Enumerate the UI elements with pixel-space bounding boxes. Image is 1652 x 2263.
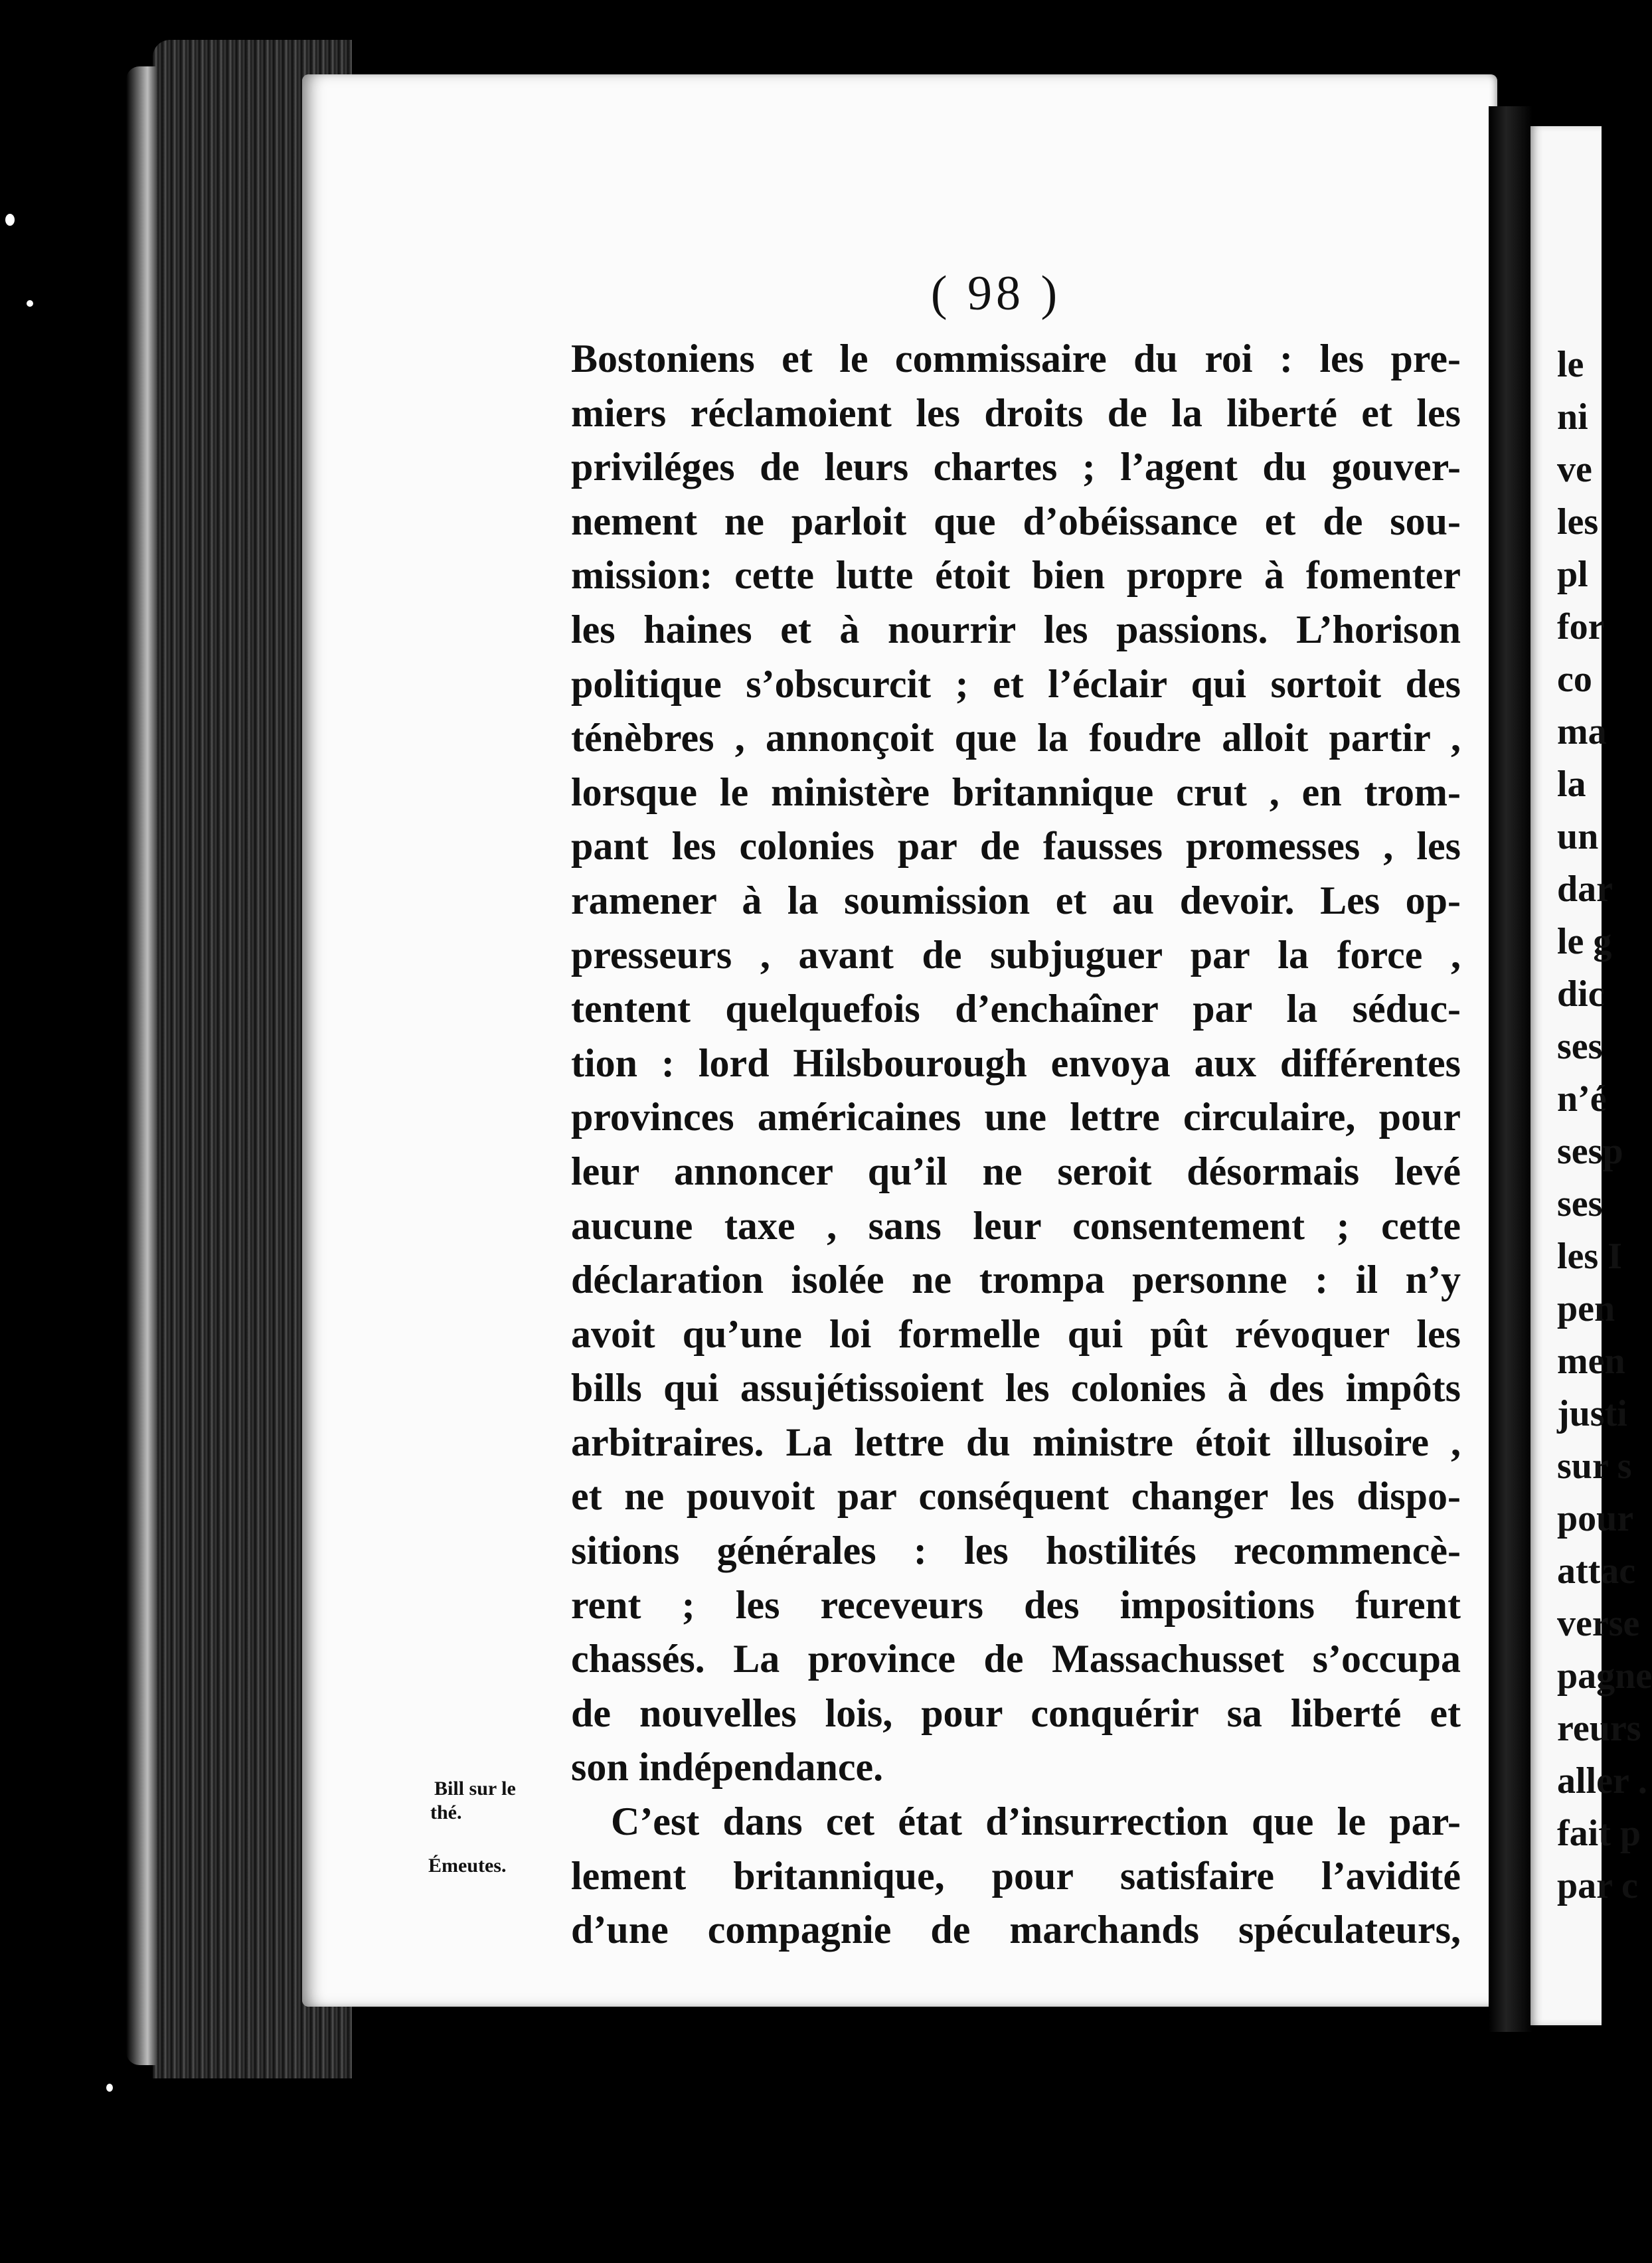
text-line: de nouvelles lois, pour conquérir sa liberté et [571, 1691, 1461, 1735]
text-line: ténèbres , annonçoit que la foudre alloit partir , [571, 716, 1461, 760]
text-line: tion : lord Hilsbourough envoya aux différentes [571, 1041, 1461, 1085]
fragment: ni [1557, 396, 1588, 438]
margin-note-emeutes: Émeutes. [428, 1855, 507, 1877]
text-line: déclaration isolée ne trompa personne : il n’y [571, 1258, 1461, 1302]
fragment: attac [1557, 1551, 1636, 1592]
text-line: aucune taxe , sans leur consentement ; cette [571, 1203, 1461, 1248]
fragment: n’é [1557, 1078, 1607, 1120]
fragment: justi [1557, 1393, 1627, 1434]
fragment: for [1557, 606, 1605, 647]
text-line: et ne pouvoit par conséquent changer les dispo- [571, 1474, 1461, 1519]
fragment: pagne [1557, 1655, 1652, 1697]
fragment: pen [1557, 1288, 1615, 1329]
fragment: verse [1557, 1603, 1640, 1644]
fragment: la [1557, 764, 1586, 805]
fragment: le [1557, 344, 1584, 385]
text-line: arbitraires. La lettre du ministre étoit illusoire , [571, 1420, 1461, 1464]
fragment: sesp [1557, 1131, 1623, 1172]
text-line: lorsque le ministère britannique crut , en trom- [571, 770, 1461, 814]
fragment: ve [1557, 449, 1592, 490]
text-line: pant les colonies par de fausses promesses , les [571, 824, 1461, 869]
text-line: ramener à la soumission et au devoir. Les op- [571, 878, 1461, 922]
fragment: par c [1557, 1865, 1638, 1906]
text-line: priviléges de leurs chartes ; l’agent du gouver- [571, 445, 1461, 489]
fragment: ma [1557, 711, 1607, 752]
fragment: les I [1557, 1236, 1622, 1277]
text-line: rent ; les receveurs des impositions furent [571, 1582, 1461, 1627]
fragment: un [1557, 816, 1599, 857]
fragment: men [1557, 1341, 1625, 1382]
margin-note-line: thé. [430, 1802, 462, 1823]
text-line: sitions générales : les hostilités recommencè- [571, 1529, 1461, 1573]
text-line: tentent quelquefois d’enchaîner par la séduc- [571, 987, 1461, 1031]
text-line: C’est dans cet état d’insurrection que le par- [611, 1800, 1461, 1844]
scan-speck [5, 214, 15, 226]
fragment: co [1557, 659, 1592, 700]
text-line: son indépendance. [571, 1745, 884, 1790]
text-line: presseurs , avant de subjuguer par la force , [571, 932, 1461, 977]
fragment: ses [1557, 1183, 1603, 1224]
text-line: lement britannique, pour satisfaire l’avidité [571, 1853, 1461, 1898]
scan-speck [106, 2084, 113, 2092]
text-line: chassés. La province de Massachusset s’occupa [571, 1637, 1461, 1681]
text-line: les haines et à nourrir les passions. L’horison [571, 607, 1461, 651]
fragment: les [1557, 501, 1599, 543]
text-line: d’une compagnie de marchands spéculateurs, [571, 1908, 1461, 1952]
fragment: le g [1557, 921, 1612, 962]
text-line: provinces américaines une lettre circulaire, pour [571, 1095, 1461, 1139]
fragment: dar [1557, 869, 1613, 910]
page-number: ( 98 ) [930, 266, 1062, 321]
scan-speck [27, 300, 33, 307]
fragment: fait p [1557, 1813, 1641, 1854]
book-gutter [1489, 106, 1532, 2032]
text-line: nement ne parloit que d’obéissance et de sou- [571, 499, 1461, 543]
text-line: bills qui assujétissoient les colonies à des impôts [571, 1366, 1461, 1410]
fragment: dic [1557, 973, 1605, 1015]
margin-note-bill [430, 1777, 516, 1825]
margin-note-line: Bill sur le [434, 1778, 516, 1800]
text-line: leur annoncer qu’il ne seroit désormais levé [571, 1149, 1461, 1193]
text-line: miers réclamoient les droits de la liberté et les [571, 390, 1461, 435]
fragment: ses [1557, 1026, 1603, 1067]
text-line: mission: cette lutte étoit bien propre à fomenter [571, 553, 1461, 598]
text-line: Bostoniens et le commissaire du roi : les pre- [571, 337, 1461, 380]
text-line: avoit qu’une loi formelle qui pût révoquer les [571, 1311, 1461, 1356]
fragment: sur s [1557, 1446, 1632, 1487]
fragment: reurs [1557, 1708, 1641, 1749]
text-line: politique s’obscurcit ; et l’éclair qui sortoit des [571, 661, 1461, 706]
body-text [571, 332, 1461, 1958]
fragment: pour [1557, 1498, 1634, 1539]
fragment: pl [1557, 554, 1588, 595]
facing-page-text [1557, 339, 1652, 1912]
fragment: aller . [1557, 1760, 1647, 1802]
